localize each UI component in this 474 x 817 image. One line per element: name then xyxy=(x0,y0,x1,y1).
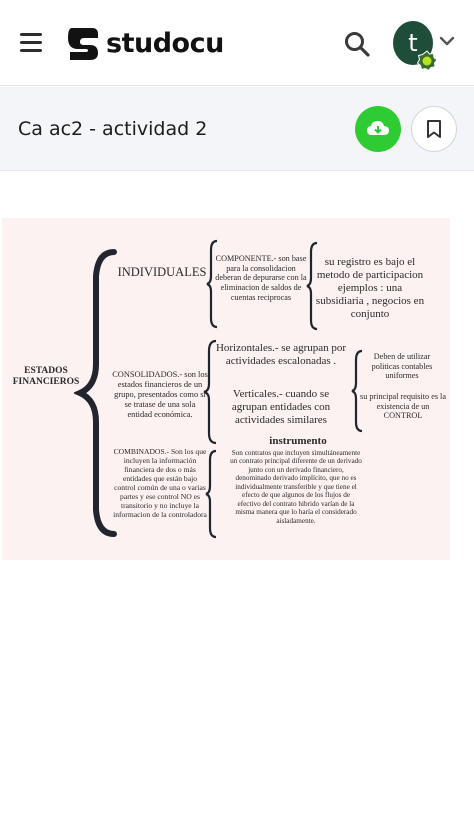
document-title: Ca ac2 - actividad 2 xyxy=(18,118,208,140)
node-requisito: su principal requisito es la existencia de un CONTROL xyxy=(360,392,446,421)
bookmark-icon xyxy=(426,119,442,139)
node-horizontales: Horizontales.- se agrupan por actividades escalonadas . xyxy=(215,342,347,367)
top-navigation-bar xyxy=(0,0,474,86)
node-individuales: INDIVIDUALES xyxy=(117,265,207,279)
account-menu[interactable] xyxy=(393,21,457,71)
node-verticales: Verticales.- cuando se agrupan entidades con actividades similares xyxy=(231,388,331,426)
bookmark-button[interactable] xyxy=(411,106,457,152)
brand-name: studocu xyxy=(106,27,224,59)
node-deben: Deben de utilizar politicas contables uniformes xyxy=(371,352,433,381)
document-preview[interactable] xyxy=(2,218,450,560)
node-instrumento: Son contratos que incluyen simultáneamente un contrato principal diferente de un derivado junto con un derivado financiero, denominado derivado implícito, que no es individualmente transferible y que tiene el efecto de que algunos de los flujos de efectivo del contrato hibrido varían de la misma manera que lo haría el considerado aisladamente. xyxy=(230,449,362,525)
node-combinados: COMBINADOS.- Son los que incluyen la información financiera de dos o más entidades que están bajo control común de una o varias partes y ese control NO es transitorio y no incluye la informacion de la controladora xyxy=(113,447,207,519)
badge-icon xyxy=(416,50,438,72)
download-button[interactable] xyxy=(355,106,401,152)
root-node-label: ESTADOS FINANCIEROS xyxy=(12,366,80,388)
avatar: t xyxy=(393,21,433,65)
document-header xyxy=(0,87,474,171)
node-registro: su registro es bajo el metodo de participacion ejemplos : una subsidiaria , negocios en conjunto xyxy=(315,256,425,320)
studocu-logo-icon xyxy=(64,24,102,62)
chevron-down-icon xyxy=(439,35,455,47)
search-icon[interactable] xyxy=(343,30,371,58)
cloud-download-icon xyxy=(366,119,390,139)
hamburger-menu-icon[interactable] xyxy=(20,33,44,53)
node-instrumento-title: instrumento xyxy=(269,435,327,447)
node-consolidados: CONSOLIDADOS.- son los estados financieros de un grupo, presentados como si se tratase de una sola entidad económica. xyxy=(112,370,208,419)
brace-combinados xyxy=(204,448,218,540)
studocu-logo[interactable] xyxy=(64,24,224,62)
node-componente: COMPONENTE.- son base para la consolidacion deberan de depurarse con la eliminacion de saldos de cuentas reciprocas xyxy=(215,254,307,302)
